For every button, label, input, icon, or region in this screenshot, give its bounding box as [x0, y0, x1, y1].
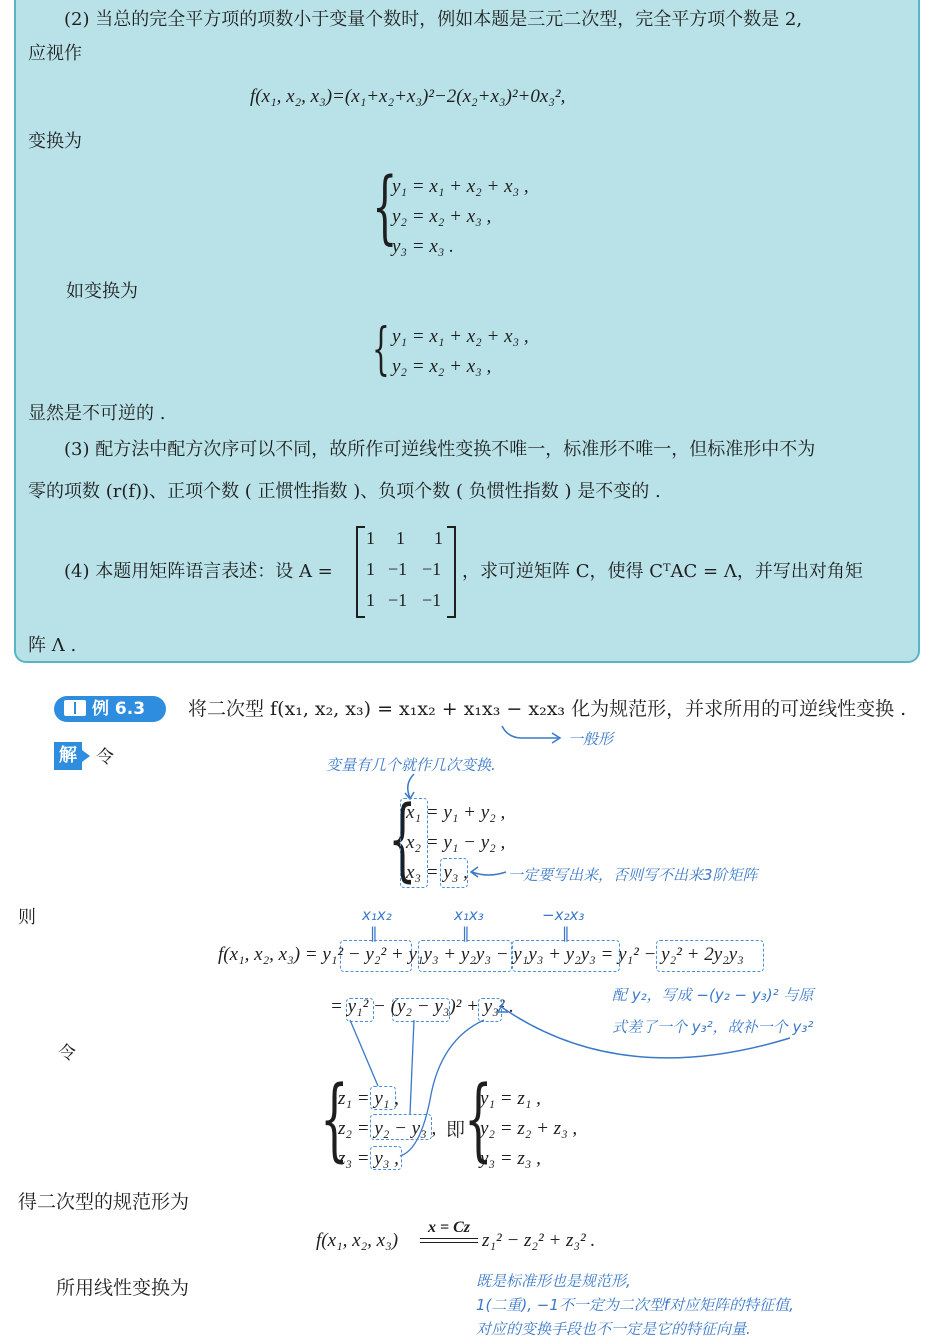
- p2-line1: (2) 当总的完全平方项的项数小于变量个数时，例如本题是三元二次型，完全平方项个数是 2,: [64, 9, 803, 30]
- sys2-row: y₂ = x₂ + x₃ ,: [392, 356, 492, 377]
- note-pei2: 式差了一个 y₃²，故补一个 y₃²: [612, 1018, 814, 1036]
- p4-pre: (4) 本题用矩阵语言表述：设 A =: [64, 561, 333, 582]
- matrix-cell: 1: [366, 590, 375, 610]
- sys4-row: z₂ = y₂ − y₃ ,: [338, 1118, 437, 1139]
- sys4-row: z₃ = y₃ ,: [338, 1148, 399, 1169]
- eq1: f(x₁, x₂, x₃) = y₁² − y₂² + y₁y₃ + y₂y₃ − y₁y₃ + y₂y₃ = y₁² − y₂² + 2y₂y₃: [218, 944, 744, 965]
- brace-sys4: {: [320, 1067, 349, 1172]
- p3-line1: (3) 配方法中配方次序可以不同，故所作可逆线性变换不唯一，标准形不唯一，但标准形中不为: [64, 439, 816, 460]
- brace-sys1: {: [372, 160, 398, 253]
- sys3-row: x₂ = y₁ − y₂ ,: [406, 832, 506, 853]
- ji-label: 即: [446, 1119, 466, 1141]
- equals-mark: ‖: [462, 924, 470, 942]
- matrix-cell: −1: [422, 559, 442, 579]
- label-x2x3: −x₂x₃: [542, 906, 585, 924]
- brace-sys5: {: [464, 1067, 493, 1172]
- note-vars: 变量有几个就作几次变换.: [326, 756, 496, 774]
- used-label: 所用线性变换为: [56, 1277, 190, 1299]
- irreversible: 显然是不可逆的 .: [28, 403, 166, 424]
- sys3-row: x₃ = y₃ ,: [406, 862, 468, 883]
- sys1-row: y₂ = x₂ + x₃ ,: [392, 206, 492, 227]
- sys4-row: z₁ = y₁ ,: [338, 1088, 399, 1109]
- matrix-cell: 1: [434, 528, 443, 548]
- note-pei1: 配 y₂，写成 −(y₂ − y₃)² 与原: [612, 986, 814, 1004]
- matrix-cell: −1: [388, 590, 408, 610]
- trans-label: 变换为: [28, 131, 82, 152]
- eq-final-left: f(x₁, x₂, x₃): [316, 1230, 399, 1251]
- sys1-row: y₁ = x₁ + x₂ + x₃ ,: [392, 176, 529, 197]
- brace-sys2: {: [372, 317, 390, 382]
- note-final: 1(二重), −1不一定为二次型f对应矩阵的特征值,: [476, 1296, 794, 1314]
- brace-sys3: {: [388, 787, 417, 892]
- ling2-label: 令: [58, 1043, 76, 1064]
- note-general: 一般形: [568, 730, 614, 748]
- equals-transform: [420, 1238, 478, 1243]
- matrix-cell: 1: [396, 528, 405, 548]
- alt-label: 如变换为: [66, 281, 138, 302]
- ze-label: 则: [18, 907, 36, 928]
- example-badge: 例 6.3: [54, 696, 166, 722]
- label-x1x3: x₁x₃: [454, 906, 484, 924]
- eq-final-right: z₁² − z₂² + z₃² .: [482, 1230, 596, 1251]
- sys2-row: y₁ = x₁ + x₂ + x₃ ,: [392, 326, 529, 347]
- solution-icon: 解: [54, 742, 82, 770]
- example-statement: 将二次型 f(x₁, x₂, x₃) = x₁x₂ + x₁x₃ − x₂x₃ 化为规范形，并求所用的可逆线性变换 .: [188, 698, 907, 720]
- p4-line2: 阵 Λ .: [28, 635, 77, 656]
- p4-post: ，求可逆矩阵 C，使得 CᵀAC = Λ，并写出对角矩: [462, 561, 863, 582]
- p2-line2: 应视作: [28, 43, 82, 64]
- sys5-row: y₃ = z₃ ,: [480, 1148, 541, 1169]
- note-final: 对应的变换手段也不一定是它的特征向量.: [476, 1320, 751, 1338]
- matrix-cell: −1: [422, 590, 442, 610]
- sys5-row: y₁ = z₁ ,: [480, 1088, 541, 1109]
- note-write: 一定要写出来，否则写不出来3阶矩阵: [508, 866, 758, 884]
- note-final: 既是标准形也是规范形,: [476, 1272, 631, 1290]
- ling-label: 令: [96, 747, 114, 768]
- matrix-cell: 1: [366, 528, 375, 548]
- eq-f: f(x₁, x₂, x₃)=(x₁+x₂+x₃)²−2(x₂+x₃)²+0x₃²,: [250, 86, 566, 107]
- equals-mark: ‖: [562, 924, 570, 942]
- over-label: x = Cz: [428, 1219, 471, 1236]
- matrix-cell: 1: [366, 559, 375, 579]
- equals-mark: ‖: [370, 924, 378, 942]
- p3-line2: 零的项数 (r(f))、正项个数 ( 正惯性指数 )、负项个数 ( 负惯性指数 ) 是不变的 .: [28, 481, 661, 502]
- label-x1x2: x₁x₂: [362, 906, 392, 924]
- eq2: = y₁² − (y₂ − y₃)² + y₃² .: [330, 996, 514, 1017]
- sys1-row: y₃ = x₃ .: [392, 236, 454, 257]
- sys5-row: y₂ = z₂ + z₃ ,: [480, 1118, 578, 1139]
- result-label: 得二次型的规范形为: [18, 1191, 190, 1213]
- matrix-cell: −1: [388, 559, 408, 579]
- sys3-row: x₁ = y₁ + y₂ ,: [406, 802, 506, 823]
